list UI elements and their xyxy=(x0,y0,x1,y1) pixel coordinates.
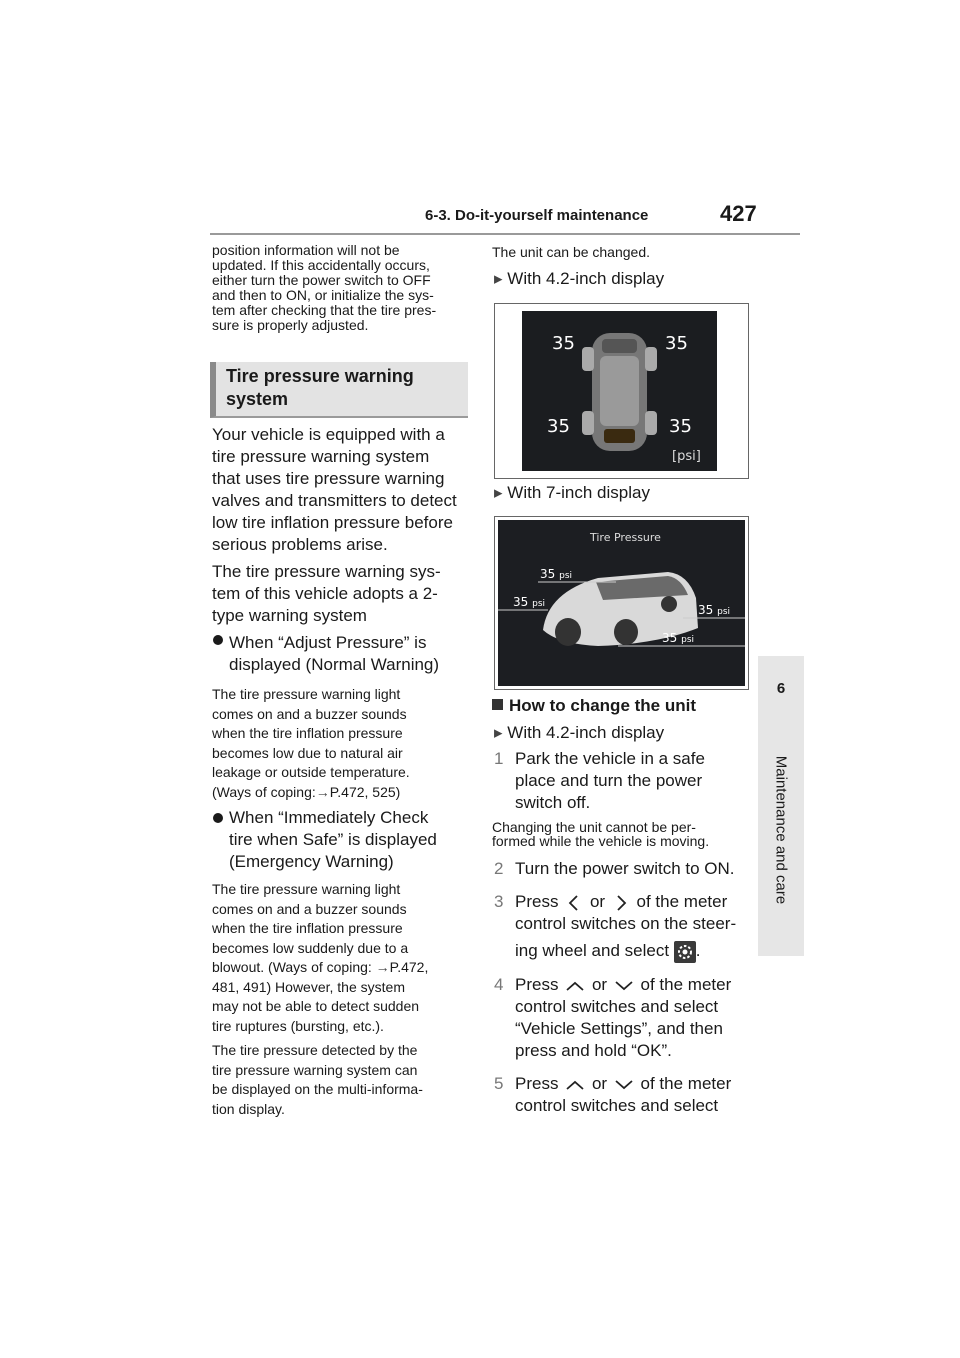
triangle-bullet-icon: ▸ xyxy=(494,269,503,288)
header-rule xyxy=(210,233,800,235)
section-title: Tire pressure warning system xyxy=(226,366,414,409)
label-42-inch-b: ▸ With 4.2-inch display xyxy=(494,723,665,742)
chevron-down-icon xyxy=(612,1077,636,1093)
chevron-right-icon xyxy=(610,894,632,912)
chapter-number: 6 xyxy=(776,680,786,697)
display42-unit: [psi] xyxy=(672,449,701,464)
display-7-screen xyxy=(498,520,745,686)
triangle-bullet-icon: ▸ xyxy=(494,723,503,742)
reference-arrow-icon: → xyxy=(375,959,390,975)
intro-paragraph: Your vehicle is equipped with a tire pressure warning system that uses tire pressure warning valves and transmitters to detect low tire inflation pressure before serious problems arise. xyxy=(212,425,457,554)
step-4-text: Press or of the meter control switches and select “Vehicle Settings”, and then press and hold “OK”. xyxy=(515,975,732,1060)
display42-rl-value: 35 xyxy=(547,416,570,437)
square-bullet-icon xyxy=(492,699,503,710)
bullet-dot xyxy=(212,633,224,651)
step-2-text: Turn the power switch to ON. xyxy=(515,859,735,878)
gear-settings-icon xyxy=(674,941,696,963)
system-paragraph: The tire pressure warning sys- tem of this vehicle adopts a 2- type warning system xyxy=(212,562,441,625)
display7-fr-value: 35 psi xyxy=(698,603,731,617)
display-paragraph: The tire pressure detected by the tire pressure warning system can be displayed on the multi-informa- tion display. xyxy=(212,1042,423,1117)
step-5-number: 5 xyxy=(494,1074,504,1093)
step-5-text: Press or of the meter control switches and select xyxy=(515,1074,732,1115)
bullet-dot-2 xyxy=(212,811,224,829)
bullet-emergency-warning: When “Immediately Check tire when Safe” is displayed (Emergency Warning) xyxy=(229,808,437,871)
bullet-normal-warning: When “Adjust Pressure” is displayed (Normal Warning) xyxy=(229,633,440,674)
display-42-frame xyxy=(494,303,749,479)
display42-fr-value: 35 xyxy=(665,333,688,354)
display-7-frame xyxy=(494,516,749,690)
chevron-up-icon xyxy=(563,1077,587,1093)
chevron-down-icon xyxy=(612,978,636,994)
step-4-number: 4 xyxy=(494,975,504,994)
display-42-screen xyxy=(522,311,717,471)
emergency-warning-text: The tire pressure warning light comes on and a buzzer sounds when the tire inflation pressure becomes low suddenly due to a blowout. (Ways of coping: →P.472, 481, 491) However, the system may not be able to detect sudden tire ruptures (bursting, etc.). xyxy=(212,881,429,1034)
display7-fl-value: 35 psi xyxy=(540,567,573,581)
normal-warning-text: The tire pressure warning light comes on and a buzzer sounds when the tire inflation pressure becomes low due to natural air leakage or outside temperature. (Ways of coping:→P.472, 525) xyxy=(212,686,410,800)
unit-note: The unit can be changed. xyxy=(492,244,651,260)
chevron-up-icon xyxy=(563,978,587,994)
step-3-text: Press or of the meter control switches on the steer- ing wheel and select . xyxy=(515,891,760,963)
page-number: 427 xyxy=(720,201,757,226)
triangle-bullet-icon: ▸ xyxy=(494,483,503,502)
section-header: 6-3. Do-it-yourself maintenance xyxy=(425,207,649,224)
step-1-note: Changing the unit cannot be per- formed while the vehicle is moving. xyxy=(492,819,710,849)
display7-rl-value: 35 psi xyxy=(513,595,546,609)
display42-fl-value: 35 xyxy=(552,333,575,354)
display7-rr-value: 35 psi xyxy=(662,631,695,645)
step-2-number: 2 xyxy=(494,859,504,878)
section-title-box xyxy=(210,362,468,418)
step-1-number: 1 xyxy=(494,749,504,768)
reference-arrow-icon: → xyxy=(315,783,330,800)
how-to-change-title: How to change the unit xyxy=(492,695,696,717)
display42-rr-value: 35 xyxy=(669,416,692,437)
chevron-left-icon xyxy=(563,894,585,912)
label-7-inch: ▸ With 7-inch display xyxy=(494,483,650,502)
step-1-text: Park the vehicle in a safe place and turn the power switch off. xyxy=(515,749,705,812)
intro-text: position information will not be updated. If this accidentally occurs, either turn the power switch to OFF and then to ON, or initialize the sys- tem after checking that the tire pres- sure is properly adjusted. xyxy=(212,242,437,333)
display7-title: Tire Pressure xyxy=(590,531,661,544)
bullet-dot-icon xyxy=(212,634,224,646)
bullet-dot-icon xyxy=(212,812,224,824)
chapter-label: Maintenance and care xyxy=(772,755,790,905)
step-3-number: 3 xyxy=(494,892,504,911)
label-42-inch: ▸ With 4.2-inch display xyxy=(494,269,665,288)
